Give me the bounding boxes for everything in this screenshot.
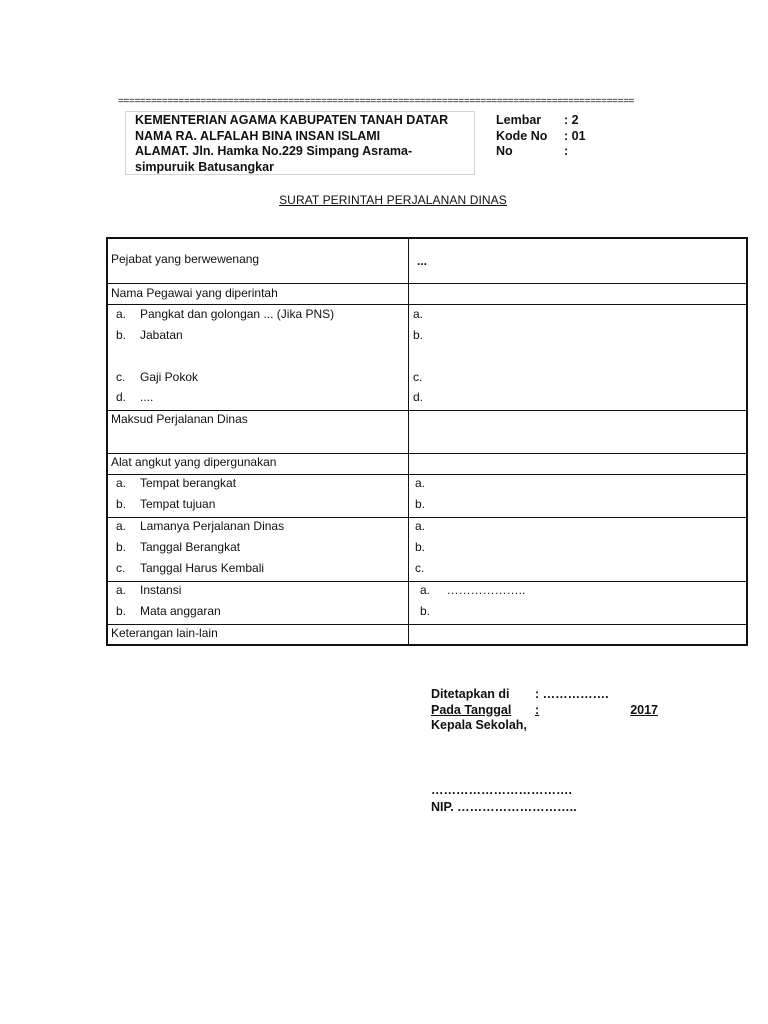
travel-order-form [106, 237, 748, 646]
meta-value: : 2 [564, 113, 579, 127]
row-divider [108, 624, 746, 625]
meta-label: Kode No [496, 128, 548, 143]
document-meta [496, 113, 586, 160]
ditetapkan-label: Ditetapkan di [431, 687, 510, 701]
ditetapkan-value: : ……………. [535, 687, 609, 701]
gaji-value: c. [413, 370, 423, 384]
row-divider [108, 581, 746, 582]
signature-block [431, 687, 658, 734]
pejabat-value: ... [417, 254, 428, 268]
tempat-berangkat-row [116, 476, 236, 490]
item-label: .... [140, 390, 154, 404]
pangkat-value: a. [413, 307, 424, 321]
meta-label: Lembar [496, 113, 542, 127]
address-line-2: simpuruik Batusangkar [135, 159, 274, 174]
gaji-row [116, 370, 198, 384]
instansi-row [116, 583, 181, 597]
address-line-1: ALAMAT. Jln. Hamka No.229 Simpang Asrama- [135, 144, 413, 158]
meta-label: No [496, 144, 513, 158]
item-label: Tanggal Berangkat [140, 540, 241, 554]
pangkat-row [116, 307, 334, 321]
signer-role: Kepala Sekolah, [431, 718, 527, 732]
maksud-label: Maksud Perjalanan Dinas [111, 412, 248, 426]
item-marker: b. [116, 497, 127, 511]
item-marker: a. [116, 476, 127, 490]
pejabat-label: Pejabat yang berwewenang [111, 252, 260, 266]
other-row [116, 390, 153, 404]
meta-kode-no [496, 129, 586, 145]
meta-value: : 01 [564, 128, 586, 143]
instansi-value: a. ……………….. [420, 583, 526, 597]
item-marker: b. [116, 540, 127, 554]
jabatan-value: b. [413, 328, 424, 342]
item-label: Tanggal Harus Kembali [140, 561, 265, 575]
angkut-label: Alat angkut yang dipergunakan [111, 455, 277, 469]
item-label: Mata anggaran [140, 604, 221, 618]
document-title: SURAT PERINTAH PERJALANAN DINAS [279, 193, 507, 207]
item-marker: a. [116, 519, 127, 533]
tempat-tujuan-row [116, 497, 215, 511]
item-label: Tempat tujuan [140, 497, 216, 511]
signer-nip: NIP. ……………………….. [431, 800, 577, 814]
lama-value: a. [415, 519, 426, 533]
item-label: Jabatan [140, 328, 183, 342]
lama-row [116, 519, 284, 533]
meta-value: : [564, 144, 569, 158]
item-label: Pangkat dan golongan ... (Jika PNS) [140, 307, 335, 321]
row-divider [108, 453, 746, 454]
pegawai-label: Nama Pegawai yang diperintah [111, 286, 278, 300]
tanggal-label: Pada Tanggal [431, 702, 512, 717]
item-marker: c. [116, 561, 126, 575]
meta-lembar [496, 113, 586, 129]
role-row [431, 718, 658, 734]
signer-name-line: ……………………………. [431, 783, 572, 797]
item-marker: a. [116, 583, 127, 597]
keterangan-label: Keterangan lain-lain [111, 626, 218, 640]
tempat-berangkat-value: a. [415, 476, 426, 490]
item-label: Instansi [140, 583, 182, 597]
row-divider [108, 283, 746, 284]
separator-line: ============================================================================================== [118, 96, 635, 107]
tgl-berangkat-row [116, 540, 240, 554]
item-marker: b. [116, 604, 127, 618]
school-name: NAMA RA. ALFALAH BINA INSAN ISLAMI [135, 128, 381, 143]
ditetapkan-row [431, 687, 658, 703]
tanggal-colon: : [535, 702, 540, 717]
item-marker: c. [116, 370, 126, 384]
row-divider [108, 474, 746, 475]
tgl-kembali-value: c. [415, 561, 425, 575]
item-label: Tempat berangkat [140, 476, 237, 490]
tgl-berangkat-value: b. [415, 540, 426, 554]
item-marker: d. [116, 390, 127, 404]
row-divider [108, 410, 746, 411]
ministry-name: KEMENTERIAN AGAMA KABUPATEN TANAH DATAR [135, 113, 449, 127]
row-divider [108, 304, 746, 305]
meta-no [496, 144, 586, 160]
column-divider [408, 239, 409, 644]
mata-anggaran-value: b. [420, 604, 431, 618]
tanggal-year: 2017 [630, 702, 658, 717]
jabatan-row [116, 328, 183, 342]
row-divider [108, 517, 746, 518]
tgl-kembali-row [116, 561, 264, 575]
mata-anggaran-row [116, 604, 221, 618]
item-label: Gaji Pokok [140, 370, 199, 384]
tanggal-value [535, 703, 658, 719]
institution-header [135, 113, 475, 175]
other-value: d. [413, 390, 424, 404]
item-label: Lamanya Perjalanan Dinas [140, 519, 285, 533]
tempat-tujuan-value: b. [415, 497, 426, 511]
item-marker: a. [116, 307, 127, 321]
item-marker: b. [116, 328, 127, 342]
tanggal-row [431, 703, 658, 719]
